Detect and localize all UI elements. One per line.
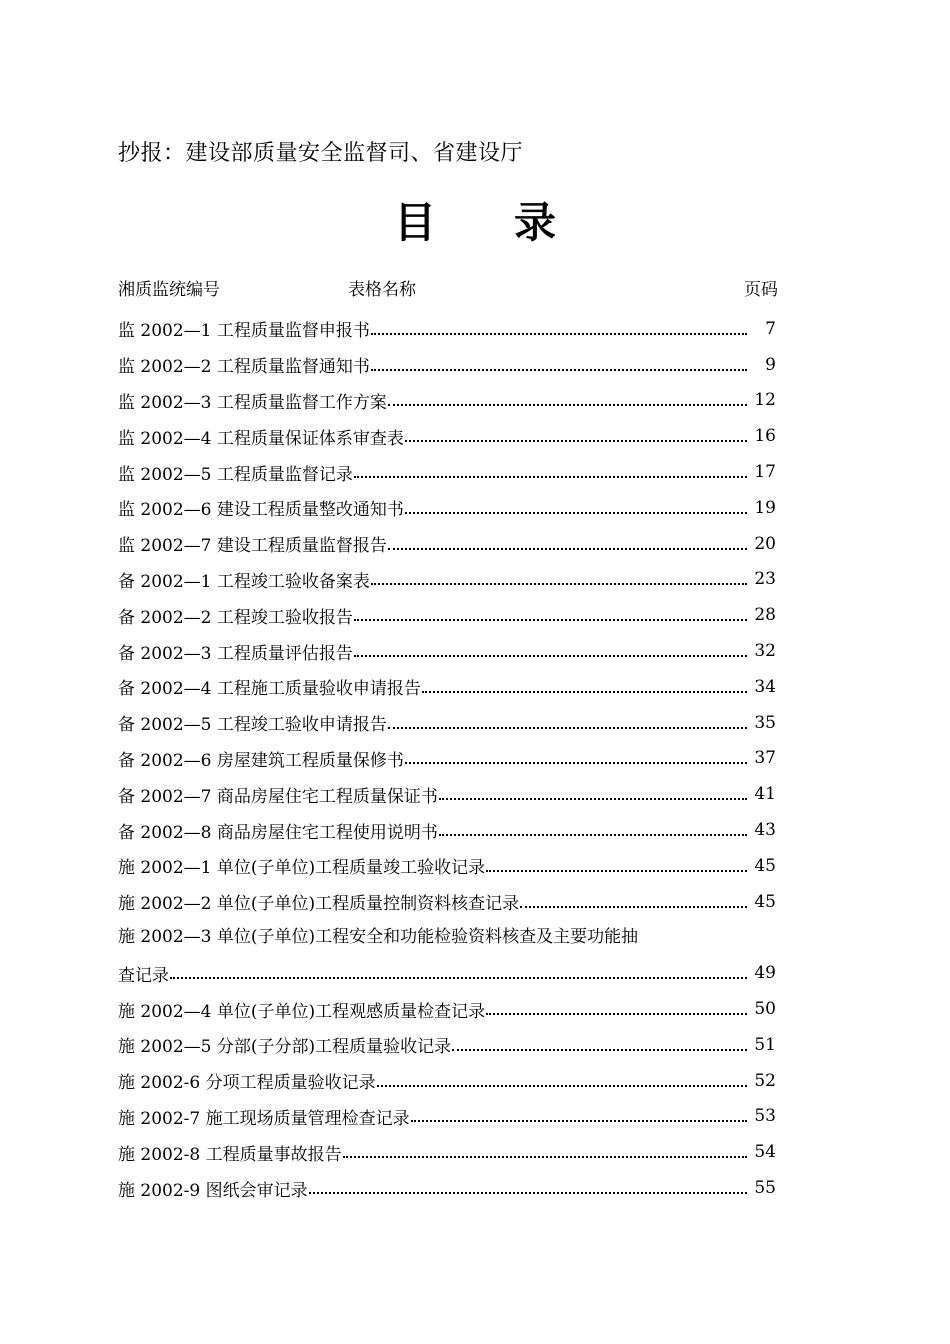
toc-entry-text: 查记录 [118,965,169,986]
toc-entry[interactable] [118,884,778,920]
toc-entry-page: 37 [754,748,776,769]
toc-entry[interactable] [118,1027,778,1063]
toc-entry-text: 备 2002—1 工程竣工验收备案表 [118,571,370,592]
toc-entry[interactable] [118,1134,778,1170]
toc-entry[interactable] [118,418,778,454]
toc-entry-text: 备 2002—2 工程竣工验收报告 [118,607,353,628]
toc-title-char-1: 目 [393,198,436,247]
toc-entry[interactable] [118,633,778,669]
toc-entry-text: 监 2002—6 建设工程质量整改通知书 [118,500,404,521]
toc-entry-text: 施 2002-7 施工现场质量管理检查记录 [118,1108,410,1129]
toc-entry-text: 备 2002—6 房屋建筑工程质量保修书 [118,750,404,771]
toc-entry[interactable] [118,1170,778,1206]
toc-entry-page: 45 [754,855,776,876]
toc-entry[interactable] [118,1099,778,1135]
toc-entry-page: 41 [754,784,776,805]
toc-entry[interactable] [118,812,778,848]
toc-entry-page: 54 [754,1142,776,1163]
toc-entry-page: 20 [754,533,776,554]
toc-entry[interactable] [118,490,778,526]
toc-entry-page: 53 [754,1106,776,1127]
toc-entry-page: 55 [754,1178,776,1199]
toc-entry-text: 备 2002—3 工程质量评估报告 [118,643,353,664]
toc-entry-page: 45 [754,891,776,912]
toc-header [118,275,778,299]
toc-entry-text: 施 2002—1 单位(子单位)工程质量竣工验收记录 [118,858,486,879]
toc-entry[interactable] [118,526,778,562]
toc-entry-text: 施 2002-8 工程质量事故报告 [118,1144,342,1165]
toc-entry[interactable] [118,383,778,419]
toc-entry[interactable] [118,776,778,812]
toc-entry[interactable] [118,705,778,741]
toc-entry-page: 43 [754,820,776,841]
toc-entry-page: 34 [754,676,776,697]
toc-entry[interactable] [118,347,778,383]
toc-entry-page: 49 [754,963,776,984]
toc-list [118,311,778,1206]
cc-line: 抄报：建设部质量安全监督司、省建设厅 [118,141,524,166]
toc-entry-text: 监 2002—3 工程质量监督工作方案 [118,392,387,413]
toc-entry-text: 施 2002-9 图纸会审记录 [118,1180,308,1201]
toc-entry-text-line1: 施 2002—3 单位(子单位)工程安全和功能检验资料核查及主要功能抽 [118,926,639,947]
toc-entry-text: 备 2002—4 工程施工质量验收申请报告 [118,679,421,700]
toc-entry-text: 监 2002—7 建设工程质量监督报告 [118,536,387,557]
toc-entry[interactable] [118,741,778,777]
toc-entry-text: 施 2002-6 分项工程质量验收记录 [118,1073,376,1094]
toc-entry-text: 监 2002—4 工程质量保证体系审查表 [118,428,404,449]
toc-entry-page: 7 [765,318,776,339]
toc-entry[interactable] [118,991,778,1027]
toc-title-char-2: 录 [514,198,557,247]
toc-entry-text: 监 2002—5 工程质量监督记录 [118,464,353,485]
toc-entry-page: 19 [754,497,776,518]
toc-entry-page: 51 [754,1034,776,1055]
toc-entry-page: 16 [754,426,776,447]
toc-entry-page: 23 [754,569,776,590]
toc-entry[interactable] [118,669,778,705]
header-code: 湘质监统编号 [118,280,220,300]
header-name: 表格名称 [348,280,416,300]
toc-entry[interactable] [118,955,778,991]
toc-entry[interactable] [118,562,778,598]
toc-entry[interactable] [118,454,778,490]
toc-entry-text: 备 2002—8 商品房屋住宅工程使用说明书 [118,822,438,843]
toc-entry-text: 备 2002—5 工程竣工验收申请报告 [118,715,387,736]
toc-entry-text: 施 2002—5 分部(子分部)工程质量验收记录 [118,1037,452,1058]
toc-entry-text: 备 2002—7 商品房屋住宅工程质量保证书 [118,786,438,807]
toc-entry-page: 52 [754,1070,776,1091]
toc-entry[interactable] [118,848,778,884]
toc-entry-text: 监 2002—1 工程质量监督申报书 [118,321,370,342]
toc-entry[interactable] [118,597,778,633]
toc-entry-page: 32 [754,641,776,662]
toc-entry-page: 9 [765,354,776,375]
toc-title [0,190,950,250]
toc-entry-page: 28 [754,605,776,626]
toc-entry-page: 50 [754,999,776,1020]
toc-entry-text: 施 2002—2 单位(子单位)工程质量控制资料核查记录 [118,894,520,915]
toc-entry-wrapped-line[interactable] [118,920,778,956]
toc-entry-page: 17 [754,462,776,483]
toc-entry-text: 监 2002—2 工程质量监督通知书 [118,357,370,378]
toc-entry[interactable] [118,311,778,347]
toc-entry-text: 施 2002—4 单位(子单位)工程观感质量检查记录 [118,1001,486,1022]
toc-entry-page: 35 [754,712,776,733]
toc-entry[interactable] [118,1063,778,1099]
header-page: 页码 [744,280,778,300]
toc-entry-page: 12 [754,390,776,411]
